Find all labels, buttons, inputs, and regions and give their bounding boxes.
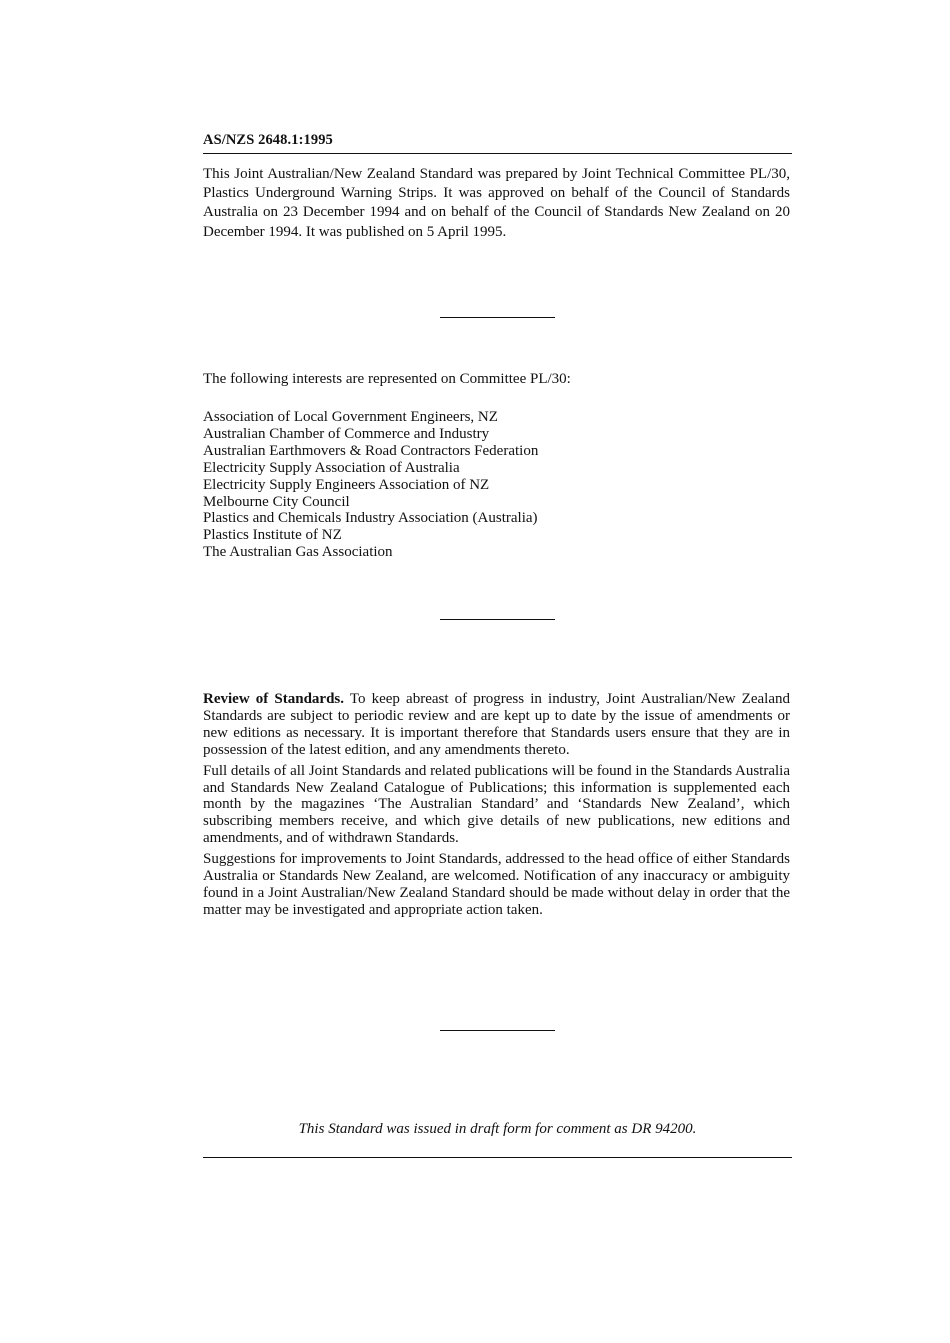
interests-heading: The following interests are represented on Committee PL/30: [203, 371, 571, 387]
draft-note: This Standard was issued in draft form for comment as DR 94200. [298, 1121, 697, 1137]
list-item: Melbourne City Council [203, 493, 350, 510]
list-item: Association of Local Government Engineers, NZ [203, 409, 498, 425]
list-item: Electricity Supply Association of Australia [203, 459, 460, 476]
list-item: Plastics Institute of NZ [203, 527, 342, 544]
list-item: Australian Earthmovers & Road Contractors Federation [203, 442, 539, 459]
review-section [203, 691, 790, 923]
intro-paragraph: This Joint Australian/New Zealand Standard was prepared by Joint Technical Committee PL/30, Plastics Underground Warning Strips. It was approved on behalf of the Council of Standards Australia on 23 December 1994 and on behalf of the Council of Standards New Zealand on 20 December 1994. It was published on 5 April 1995. [203, 166, 790, 240]
review-paragraph-1-text: To keep abreast of progress in industry, Joint Australian/New Zealand Standards are subject to periodic review and are kept up to date by the issue of amendments or new editions as necessary. It is important therefore that Standards users ensure that they are in possession of the latest edition, and any amendments thereto. [203, 691, 790, 758]
list-item: The Australian Gas Association [203, 544, 393, 561]
list-item: Plastics and Chemicals Industry Association (Australia) [203, 510, 538, 527]
standard-id: AS/NZS 2648.1:1995 [203, 132, 333, 148]
section-divider-3 [440, 1030, 555, 1031]
interests-list [203, 409, 538, 561]
review-paragraph-2: Full details of all Joint Standards and related publications will be found in the Standards Australia and Standards New Zealand Catalogue of Publications; this information is supplemented each month by the magazines ‘The Australian Standard’ and ‘Standards New Zealand’, which subscribing members receive, and which give details of new publications, new editions and amendments, and of withdrawn Standards. [203, 762, 790, 847]
section-divider-1 [440, 317, 555, 318]
header-rule [203, 153, 792, 154]
section-divider-2 [440, 619, 555, 620]
list-item: Australian Chamber of Commerce and Industry [203, 425, 490, 442]
review-paragraph-1 [203, 691, 790, 759]
review-paragraph-3: Suggestions for improvements to Joint Standards, addressed to the head office of either Standards Australia or Standards New Zealand, are welcomed. Notification of any inaccuracy or ambiguity found in a Joint Australian/New Zealand Standard should be made without delay in order that the matter may be investigated and appropriate action taken. [203, 851, 790, 918]
review-lead: Review of Standards. [203, 691, 345, 707]
list-item: Electricity Supply Engineers Association of NZ [203, 476, 490, 493]
footer-rule [203, 1157, 792, 1158]
